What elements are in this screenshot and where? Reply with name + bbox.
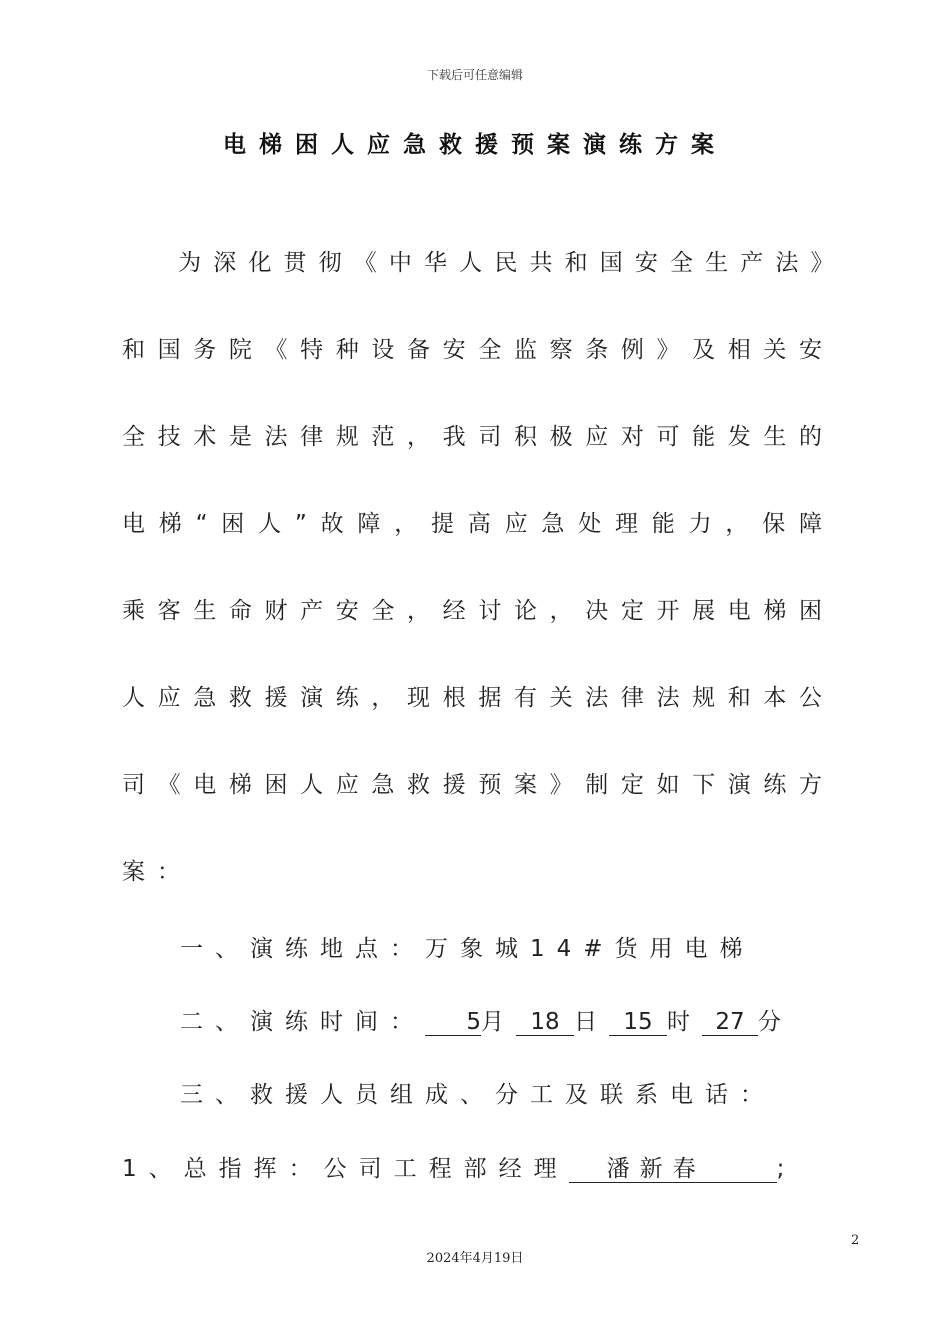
page-number: 2 — [851, 1233, 860, 1248]
month-value: 5 — [425, 1009, 481, 1036]
document-title: 电梯困人应急救援预案演练方案 — [223, 132, 727, 158]
hour-unit: 时 — [667, 1009, 702, 1035]
section-location — [180, 930, 755, 963]
staff-label: 三、救援人员组成、分工及联系电话： — [180, 1082, 775, 1108]
location-value: 万象城14#货用电梯 — [425, 936, 755, 962]
section-staff — [180, 1076, 775, 1109]
hour-value: 15 — [609, 1009, 667, 1036]
time-label: 二、演练时间： — [180, 1009, 425, 1035]
minute-value: 27 — [702, 1009, 758, 1036]
commander-label: 1、总指挥：公司工程部经理 — [122, 1156, 569, 1182]
day-value: 18 — [516, 1009, 574, 1036]
section-time — [180, 1003, 793, 1036]
footer-date: 2024年4月19日 — [426, 1251, 524, 1266]
location-label: 一、演练地点： — [180, 936, 425, 962]
commander-name — [569, 1156, 777, 1183]
month-unit: 月 — [481, 1009, 516, 1035]
day-unit: 日 — [574, 1009, 609, 1035]
page-header-note: 下载后可任意编辑 — [426, 68, 523, 82]
minute-unit: 分 — [758, 1009, 793, 1035]
intro-text: 为深化贯彻《中华人民共和国安全生产法》和国务院《特种设备安全监察条例》及相关安全技术是法律规范，我司积极应对可能发生的电梯“困人”故障，提高应急处理能力，保障乘客生命财产安全，经讨论，决定开展电梯困人应急救援演练，现根据有关法律法规和本公司《电梯困人应急救援预案》制定如下演练方案： — [122, 250, 834, 885]
intro-paragraph — [122, 220, 834, 916]
commander-end: ; — [776, 1156, 797, 1182]
commander-line — [122, 1150, 796, 1183]
commander-name-text: 潘新春 — [606, 1156, 706, 1182]
